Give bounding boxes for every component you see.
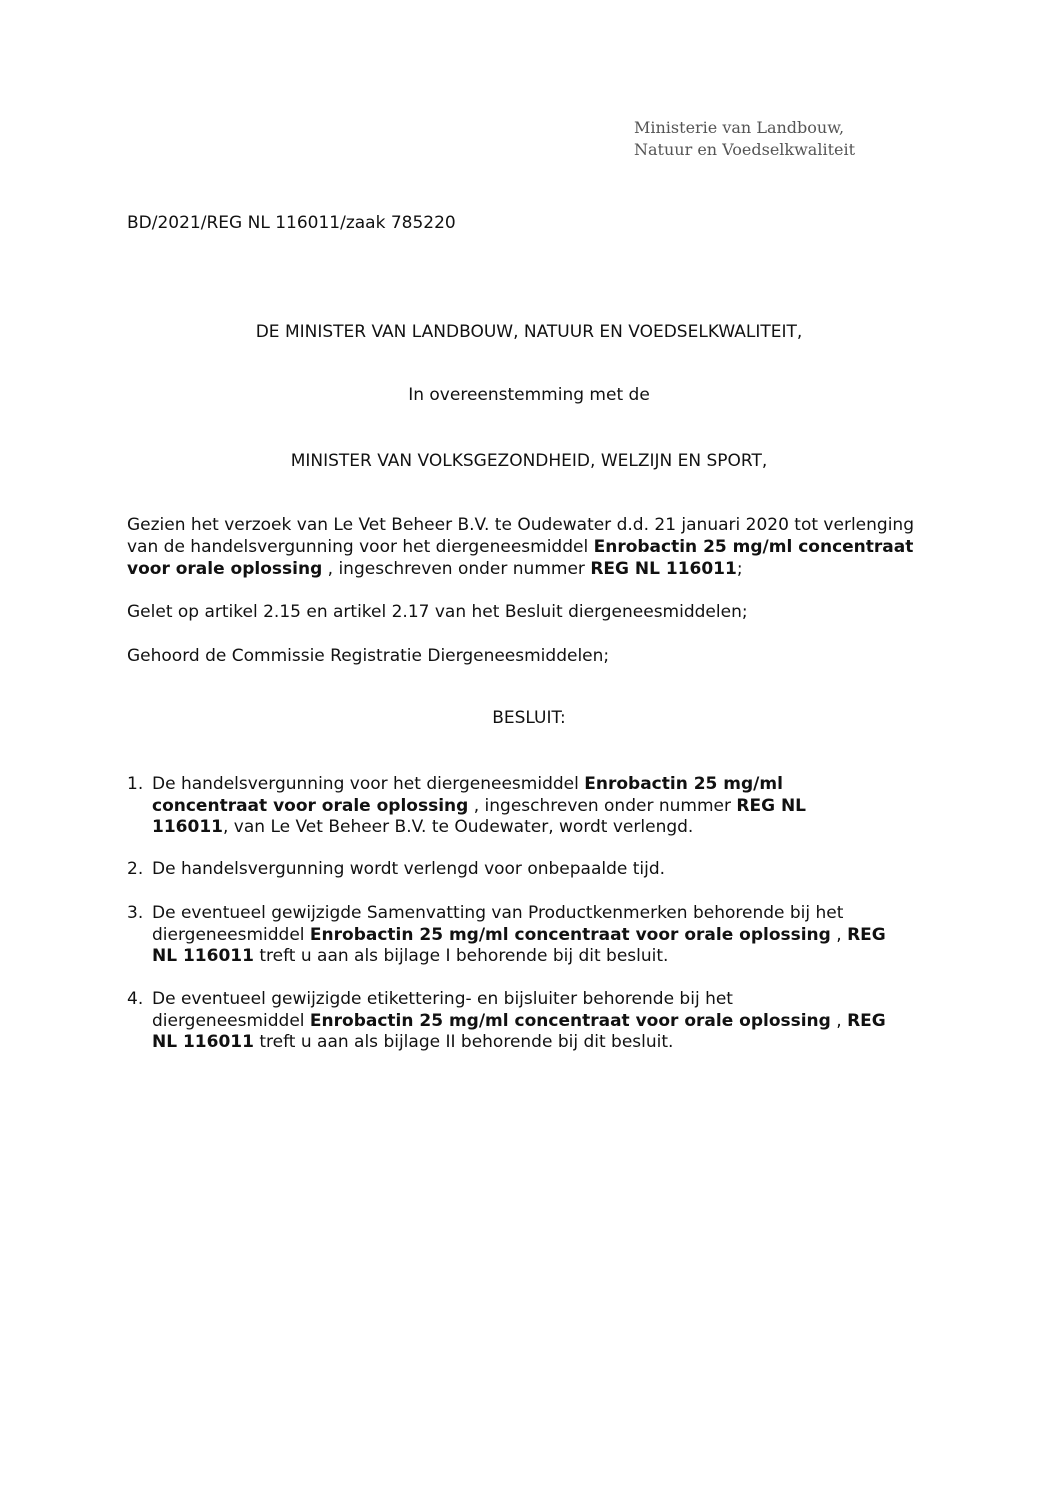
gezien-text-prefix: Gezien het verzoek van Le Vet Beheer B.V. te Oudewater d.d. 21 januari 2020 tot verlenging van de handelsvergunning voor het diergeneesmiddel: [127, 515, 914, 557]
gezien-text-suffix: ;: [736, 559, 743, 579]
ministry-name-line1: Ministerie van Landbouw,: [634, 118, 845, 137]
consideration-gezien: [127, 514, 937, 580]
decision-number: 3.: [127, 903, 144, 923]
registration-number: REG NL 116011: [152, 795, 807, 837]
decision-text: treft u aan als bijlage I behorende bij dit besluit.: [253, 946, 669, 966]
decision-number: 2.: [127, 859, 144, 879]
decision-text: De eventueel gewijzigde Samenvatting van Productkenmerken behorende bij het diergeneesmiddel: [152, 903, 844, 945]
decision-item-3: [127, 903, 887, 968]
decision-text: De handelsvergunning voor het diergeneesmiddel: [152, 774, 585, 794]
decision-item-2: [127, 859, 887, 881]
decision-number: 4.: [127, 989, 144, 1009]
decision-text: ,: [830, 1010, 848, 1031]
heading-minister-lnv: DE MINISTER VAN LANDBOUW, NATUUR EN VOEDSELKWALITEIT,: [255, 322, 803, 342]
consideration-gelet: Gelet op artikel 2.15 en artikel 2.17 van het Besluit diergeneesmiddelen;: [127, 602, 748, 622]
product-name: Enrobactin 25 mg/ml concentraat voor orale oplossing: [309, 924, 831, 945]
heading-minister-vws: MINISTER VAN VOLKSGEZONDHEID, WELZIJN EN SPORT,: [290, 451, 768, 471]
decision-text: , van Le Vet Beheer B.V. te Oudewater, wordt verlengd.: [222, 817, 694, 837]
registration-number: REG NL 116011: [152, 924, 886, 966]
decision-text: ,: [830, 924, 848, 945]
decision-number: 1.: [127, 774, 144, 794]
product-name: Enrobactin 25 mg/ml concentraat voor orale oplossing: [309, 1010, 831, 1031]
decision-text: De eventueel gewijzigde etikettering- en bijsluiter behorende bij het diergeneesmiddel: [152, 989, 733, 1031]
decision-item-1: [127, 774, 887, 839]
product-name: Enrobactin 25 mg/ml concentraat voor orale oplossing: [127, 537, 914, 579]
gezien-text-middle: , ingeschreven onder nummer: [322, 559, 591, 579]
consideration-gehoord: Gehoord de Commissie Registratie Diergeneesmiddelen;: [127, 646, 610, 666]
product-name: Enrobactin 25 mg/ml concentraat voor orale oplossing: [152, 774, 783, 816]
registration-number: REG NL 116011: [152, 1010, 886, 1052]
case-reference: BD/2021/REG NL 116011/zaak 785220: [127, 213, 456, 233]
decision-text: , ingeschreven onder nummer: [468, 795, 737, 816]
decision-text: De handelsvergunning wordt verlengd voor onbepaalde tijd.: [152, 859, 666, 879]
decision-item-4: [127, 989, 887, 1054]
ministry-name-line2: Natuur en Voedselkwaliteit: [634, 140, 856, 159]
registration-number: REG NL 116011: [590, 559, 737, 579]
ministry-logo-text: [634, 117, 855, 161]
heading-besluit: BESLUIT:: [492, 708, 566, 728]
decision-text: treft u aan als bijlage II behorende bij dit besluit.: [253, 1032, 674, 1052]
heading-in-agreement: In overeenstemming met de: [408, 385, 650, 405]
